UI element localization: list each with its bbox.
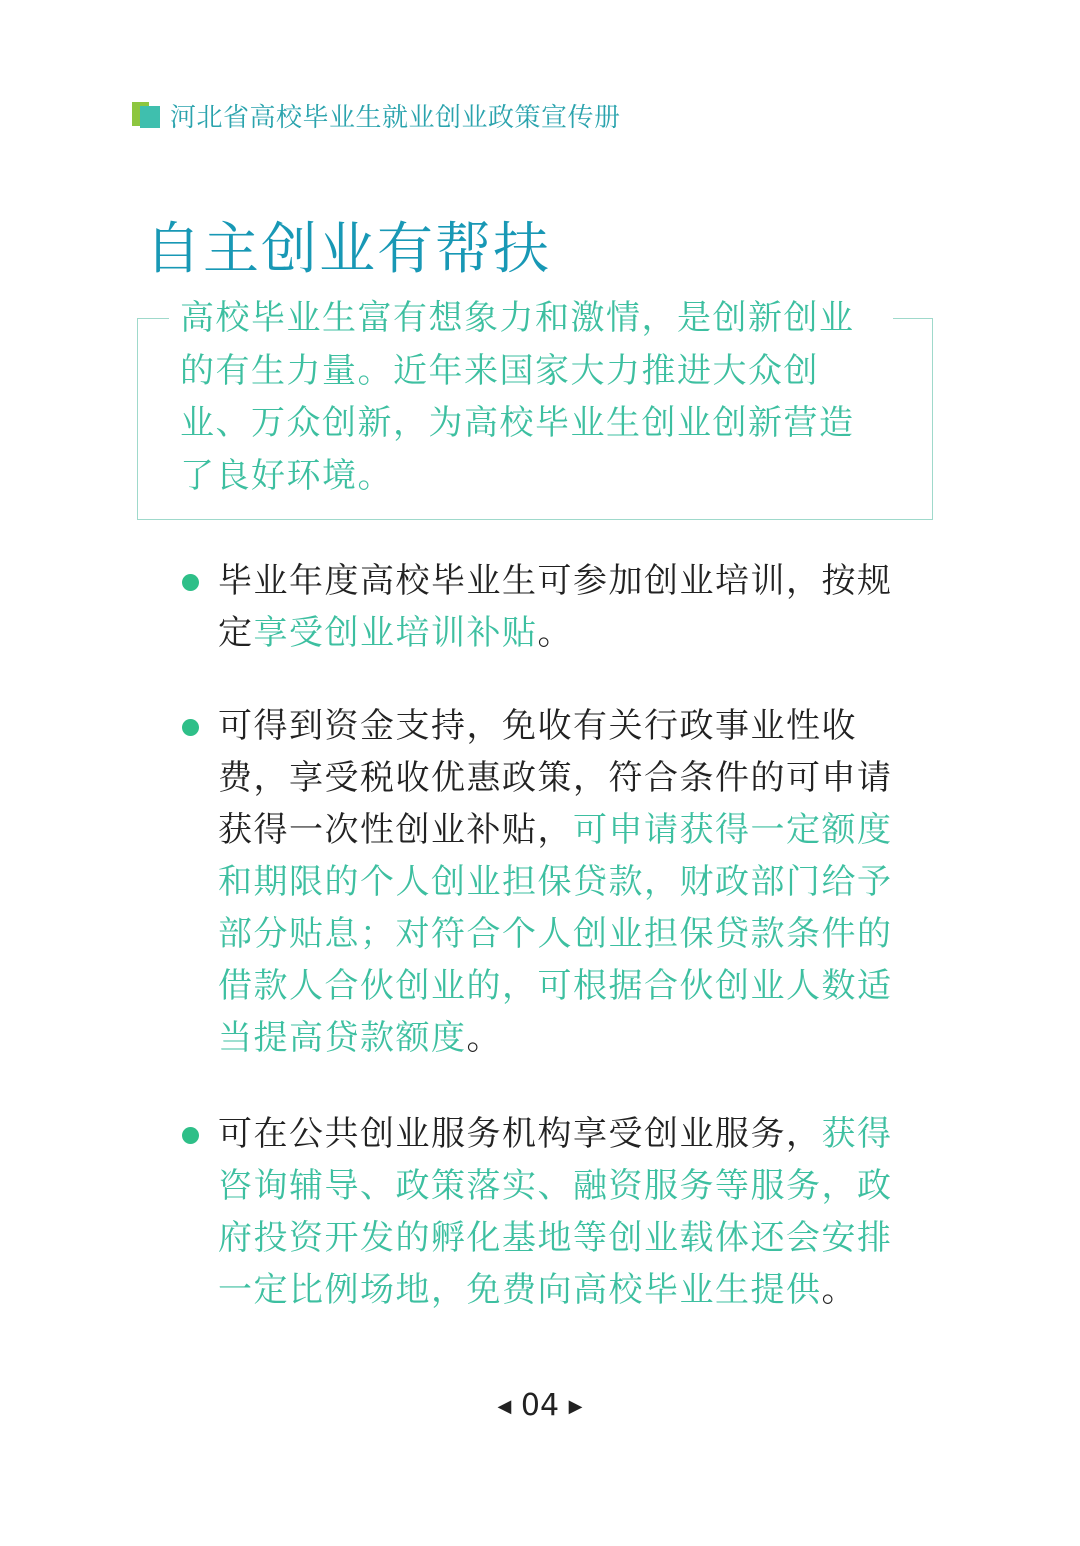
bullet-dot-icon [182, 1127, 199, 1144]
triangle-left-icon: ◀ [497, 1396, 512, 1417]
bullet-item [182, 1108, 912, 1316]
page-title: 自主创业有帮扶 [145, 217, 551, 282]
booklet-title: 河北省高校毕业生就业创业政策宣传册 [170, 102, 621, 133]
bullet-text [218, 555, 912, 659]
booklet-logo-icon [132, 100, 162, 130]
bullet-highlight-text: 可申请获得一定额度和期限的个人创业担保贷款，财政部门给予部分贴息；对符合个人创业担保贷款条件的借款人合伙创业的，可根据合伙创业人数适当提高贷款额度 [218, 810, 893, 1058]
page-number: 04 [520, 1388, 560, 1423]
bullet-dot-icon [182, 574, 199, 591]
bullet-highlight-text: 享受创业培训补贴 [253, 613, 538, 653]
bullet-text-part: 毕业年度高校毕业生可参加创业培训，按规定 [218, 561, 893, 653]
page-number-indicator [0, 1388, 1080, 1423]
bullet-item [182, 555, 912, 659]
booklet-header [132, 95, 621, 135]
bullet-item [182, 700, 912, 1064]
bullet-text-part: 。 [466, 1018, 502, 1058]
bullet-text-part: 。 [537, 613, 573, 653]
bullet-text [218, 1108, 912, 1316]
bullet-text-part: 。 [821, 1270, 857, 1310]
bullet-highlight-text: 获得咨询辅导、政策落实、融资服务等服务，政府投资开发的孵化基地等创业载体还会安排一定比例场地，免费向高校毕业生提供 [218, 1114, 893, 1310]
bullet-text-part: 可得到资金支持，免收有关行政事业性收费，享受税收优惠政策，符合条件的可申请获得一次性创业补贴， [218, 706, 893, 850]
bullet-text [218, 700, 912, 1064]
triangle-right-icon: ▶ [568, 1396, 583, 1417]
bullet-dot-icon [182, 719, 199, 736]
intro-paragraph: 高校毕业生富有想象力和激情，是创新创业的有生力量。近年来国家大力推进大众创业、万众创新，为高校毕业生创业创新营造了良好环境。 [180, 298, 855, 496]
bullet-text-part: 可在公共创业服务机构享受创业服务， [218, 1114, 822, 1154]
